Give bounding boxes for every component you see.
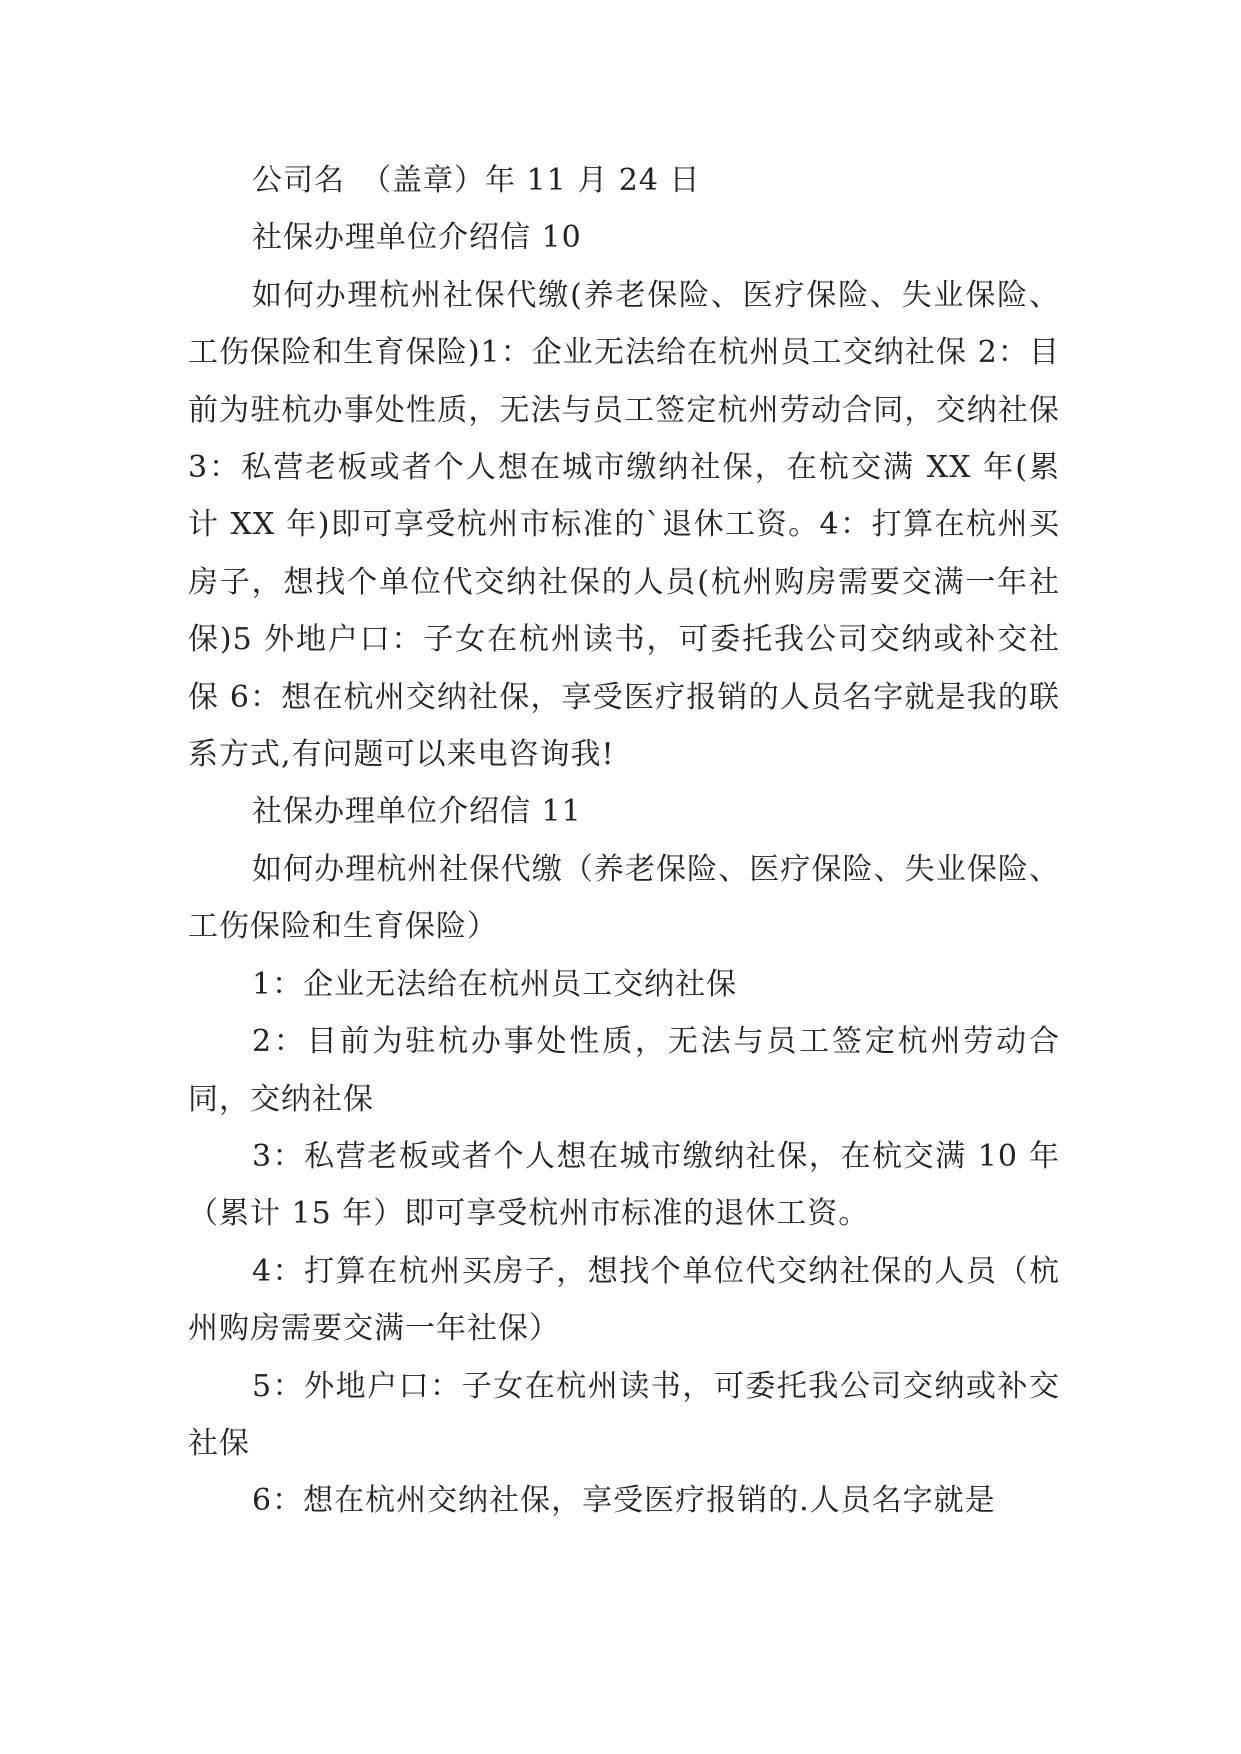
section-heading: 社保办理单位介绍信 11 — [252, 794, 582, 830]
intro-paragraph: 如何办理杭州社保代缴（养老保险、医疗保险、失业保险、工伤保险和生育保险） — [188, 851, 1060, 945]
body-paragraph: 如何办理杭州社保代缴(养老保险、医疗保险、失业保险、工伤保险和生育保险)1：企业无法给在杭州员工交纳社保 2：目前为驻杭办事处性质，无法与员工签定杭州劳动合同，交纳社保 3：私营老板或者个人想在城市缴纳社保，在杭交满 XX 年(累计 XX 年)即可享受杭州市标准的`退休工资。4：打算在杭州买房子，想找个单位代交纳社保的人员(杭州购房需要交满一年社保)5 外地户口：子女在杭州读书，可委托我公司交纳或补交社保 6：想在杭州交纳社保，享受医疗报销的人员名字就是我的联系方式,有问题可以来电咨询我! — [188, 277, 1060, 773]
section-heading: 社保办理单位介绍信 10 — [252, 220, 582, 256]
list-item: 2：目前为驻杭办事处性质，无法与员工签定杭州劳动合同，交纳社保 — [188, 1024, 1060, 1117]
company-stamp-line: 公司名 （盖章）年 11 月 24 日 — [252, 163, 701, 198]
document-body — [188, 152, 1060, 1530]
list-item: 3：私营老板或者个人想在城市缴纳社保，在杭交满 10 年（累计 15 年）即可享受杭州市标准的退休工资。 — [188, 1138, 1060, 1232]
list-item: 4：打算在杭州买房子，想找个单位代交纳社保的人员（杭州购房需要交满一年社保） — [188, 1253, 1060, 1347]
list-item: 1：企业无法给在杭州员工交纳社保 — [252, 966, 738, 1002]
list-item: 6：想在杭州交纳社保，享受医疗报销的.人员名字就是 — [252, 1483, 996, 1519]
list-item: 5：外地户口：子女在杭州读书，可委托我公司交纳或补交社保 — [188, 1368, 1060, 1461]
